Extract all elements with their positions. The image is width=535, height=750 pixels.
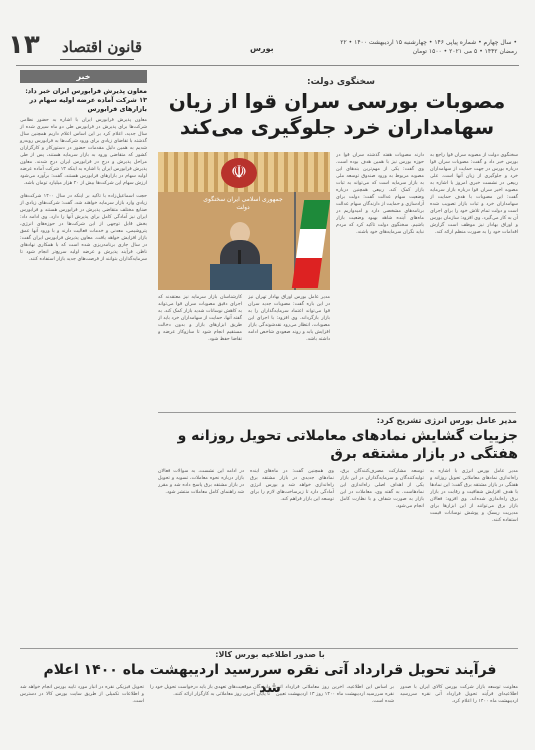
sidebar-body-continued: حجت اسماعیل‌زاده با تاکید بر اینکه در سال ۱۴۰۰ شرکت‌های زیادی وارد بازار سرمایه خواهند شد، گفت: شرکت‌های زیادی از صنایع مختلف متقاضی پذیرش در فرابورس هستند و فرابورس ایران نیز آمادگی کامل برای پذیرش آنها را دارد. وی ادامه داد: بخش قابل توجهی از این شرکت‌ها در حوزه‌های انرژی، پتروشیمی، معدنی و خدمات فعالیت دارند و با ورود آنها عمق بازار افزایش خواهد یافت. معاون پذیرش فرابورس ایران گفت: در سال جاری برنامه‌ریزی شده است که با همکاری نهادهای ناظر، فرآیند پذیرش و عرضه اولیه سریع‌تر انجام شود تا سرمایه‌گذاران بتوانند از فرصت‌های جدید بازار استفاده کنند. bbox=[20, 194, 147, 262]
sidebar-body: معاون پذیرش فرابورس ایران با اشاره به حضور نظامی شرکت‌ها برای پذیرش در فرابورس طی دو ماه سپری شده از سال جدید، اعلام کرد بر این اساس اعلام داریم همچنین سال گذشته با تقاضای زیادی برای ورود شرکت‌ها به فرابورس روبه‌رو شدیم به همین دلیل مقدمات حضور در دستورکار و کارگزاران کشور که متقاضی ورود به بازار سرمایه هستند، پس از طی مراحل پذیرش و درج در فرابورس ایران درج شدند. معاون پذیرش فرابورس ایران با اشاره به اینکه ۱۳ شرکت آماده عرضه اولیه سهام در بازارهای فرابورس هستند، گفت: برآورد می‌شود ارزش سهام این شرکت‌ها بیش از ۲۰ هزار میلیارد تومان باشد. bbox=[20, 118, 147, 186]
story1-column-d: کارشناسان بازار سرمایه نیز معتقدند که اجرای دقیق مصوبات سران قوا می‌تواند به کاهش نوسانات شدید بازار کمک کند. به گفته آنها، حمایت از سهامداران خرد باید از طریق ابزارهای بازار و بدون دخالت مستقیم انجام شود تا سازوکار عرضه و تقاضا حفظ شود. bbox=[158, 295, 242, 342]
story1-column-b: دارند مصوبات هفته گذشته سران قوا در حوزه بورس نیز با همین هدف بوده است. وی گفت: یکی از مهم‌ترین بندهای این مصوبه مربوط به ورود صندوق توسعه ملی به بازار سرمایه است که می‌تواند به ثبات بازار کمک کند. ربیعی همچنین درباره وضعیت سهام عدالت گفت: دولت برای آزادسازی و حمایت از دارندگان سهام عدالت برنامه‌های مشخصی دارد و امیدواریم در ماه‌های آینده شاهد بهبود وضعیت بازار باشیم. سخنگوی دولت تاکید کرد که مردم نباید نگران سرمایه‌های خود باشند. bbox=[336, 153, 424, 235]
story2-column-b: توسعه مشارکت مصرف‌کنندگان برق، تولیدکنندگان و سرمایه‌گذاران در این بازار یکی از اهداف اصلی راه‌اندازی این نمادهاست. به گفته وی، معاملات در این بازار به صورت شفاف و با نظارت کامل انجام می‌شود. bbox=[340, 469, 424, 509]
story2-headline: جزییات گشایش نمادهای معاملاتی تحویل روزانه و هفتگی در بازار مشتقه برق bbox=[177, 428, 518, 462]
masthead-logo: قانون اقتصاد bbox=[62, 38, 143, 56]
story3-headline: فرآیند تحویل قرارداد آتی نقره سررسید اردیبهشت ماه ۱۴۰۰ اعلام شد bbox=[43, 662, 497, 696]
story2-column-d: در ادامه این نشست، به سوالات فعالان بازار درباره نحوه معاملات، تسویه و تحویل در بازار مشتقه برق پاسخ داده شد و مقرر شد راهنمای کامل معاملات منتشر شود. bbox=[158, 469, 244, 495]
sidebar-title: خبر bbox=[20, 70, 147, 83]
dateline: • سال چهارم • شماره پیاپی ۱۴۶ • چهارشنبه ۱۵ اردیبهشت ۱۴۰۰ • ۲۲ رمضان ۱۴۴۲ • ۵ می ۲۰۲۱ • ۱۵۰۰ تومان bbox=[340, 39, 517, 55]
header-divider bbox=[16, 65, 519, 66]
story1-photo bbox=[158, 152, 330, 290]
story2-column-a: مدیر عامل بورس انرژی با اشاره به راه‌اندازی نمادهای معاملاتی تحویل روزانه و هفتگی در بازار مشتقه برق گفت: این نمادها با هدف افزایش شفافیت و رقابت در بازار برق راه‌اندازی شده‌اند. وی افزود: فعالان بازار برق می‌توانند از این ابزارها برای مدیریت ریسک و پوشش نوسانات قیمت استفاده کنند. bbox=[430, 469, 518, 523]
logo-underline bbox=[60, 59, 134, 60]
story1-kicker: سخنگوی دولت: bbox=[307, 77, 375, 87]
page-number: ۱۳ bbox=[8, 30, 40, 60]
story2-column-c: وی همچنین گفت: در ماه‌های آینده نمادهای جدیدی در بازار مشتقه برق راه‌اندازی خواهد شد و بورس انرژی آمادگی دارد تا زیرساخت‌های لازم را برای توسعه این بازار فراهم کند. bbox=[250, 469, 334, 502]
sidebar-headline: معاون پذیرش فرابورس ایران خبر داد: ۱۳ شرکت آماده عرضه اولیه سهام در بازارهای فرابورس bbox=[25, 87, 147, 113]
podium bbox=[210, 264, 272, 290]
story2-kicker: مدیر عامل بورس انرژی تشریح کرد: bbox=[376, 416, 517, 425]
story1-column-c: مدیر عامل بورس اوراق بهادار تهران نیز در این باره گفت: مصوبات جدید سران قوا می‌تواند اعتماد سرمایه‌گذاران را به بازار بازگرداند. وی افزود: با اجرای این مصوبات، انتظار می‌رود نقدشوندگی بازار افزایش یابد و روند صعودی شاخص ادامه داشته باشد. bbox=[248, 295, 330, 342]
story3-column-d: تحویل فیزیکی نقره در انبار مورد تایید بورس انجام خواهد شد و اطلاعات تکمیلی از طریق سایت بورس کالا در دسترس است. bbox=[20, 685, 144, 704]
story1-column-a: سخنگوی دولت از مصوبه سران قوا راجع به بورس خبر داد و گفت: مصوبات سران قوا درباره بورس در جهت حمایت از سهامداران خرد و جلوگیری از زیان آنها است. علی ربیعی در نشست خبری امروز با اشاره به مصوبه اخیر سران قوا درباره بازار سرمایه گفت: این مصوبات با هدف حمایت از سهامداران خرد و ثبات بازار تصویب شده است و دولت تمام تلاش خود را برای اجرای آن به کار می‌گیرد. وی افزود: سازمان بورس و اوراق بهادار نیز موظف است گزارش اقدامات خود را به صورت منظم ارائه کند. bbox=[430, 153, 518, 235]
section-label: بورس bbox=[250, 44, 274, 53]
story3-column-b: بر اساس این اطلاعیه، آخرین روز معاملاتی قرارداد آتی نقره سررسید اردیبهشت ماه ۱۴۰۰ روز ۱۳ اردیبهشت تعیین شده است. bbox=[276, 685, 394, 704]
iran-emblem-icon: ☫ bbox=[221, 158, 257, 188]
story3-kicker: با صدور اطلاعیه بورس کالا: bbox=[215, 650, 325, 659]
news-sidebar bbox=[20, 70, 147, 645]
story3-divider bbox=[20, 648, 518, 649]
photo-banner-text: جمهوری اسلامی ایران سخنگوی دولت bbox=[203, 196, 283, 211]
story3-column-a: معاونت توسعه بازار شرکت بورس کالای ایران با صدور اطلاعیه‌ای فرآیند تحویل قرارداد آتی نقره سررسید اردیبهشت ماه ۱۴۰۰ را اعلام کرد. bbox=[400, 685, 518, 704]
story1-headline: مصوبات بورسی سران قوا از زیان سهامداران خرد جلوگیری می‌کند bbox=[168, 89, 506, 139]
story3-column-c: دارندگان موقعیت‌های تعهدی باز باید درخواست تحویل خود را تا پایان آخرین روز معاملاتی به کارگزار ارائه کنند. bbox=[150, 685, 270, 697]
story2-divider bbox=[158, 412, 516, 413]
